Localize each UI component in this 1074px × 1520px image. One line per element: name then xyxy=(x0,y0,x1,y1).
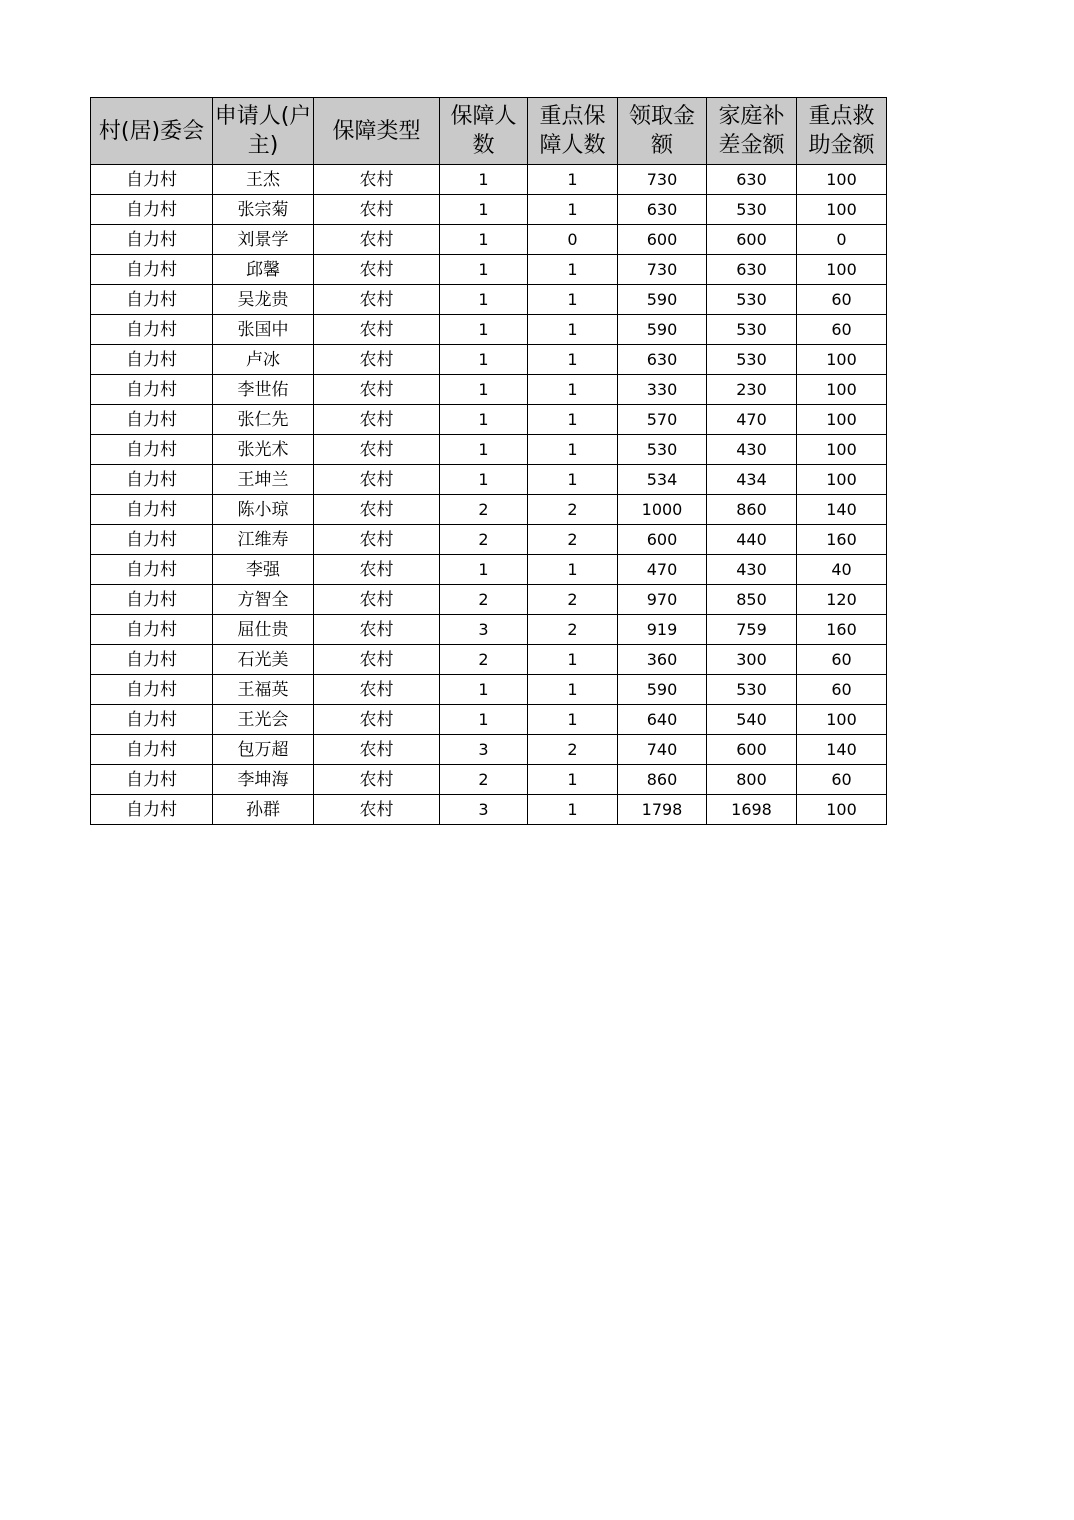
support-type-cell: 农村 xyxy=(314,735,440,765)
village-cell: 自力村 xyxy=(91,195,213,225)
key-relief-cell: 100 xyxy=(797,195,887,225)
received-amount-cell: 730 xyxy=(618,255,707,285)
received-amount-cell: 530 xyxy=(618,435,707,465)
key-relief-cell: 100 xyxy=(797,435,887,465)
support-type-cell: 农村 xyxy=(314,345,440,375)
key-support-count-cell: 1 xyxy=(528,195,618,225)
assistance-table xyxy=(90,97,887,825)
village-cell: 自力村 xyxy=(91,375,213,405)
applicant-cell: 王坤兰 xyxy=(213,465,314,495)
support-count-cell: 1 xyxy=(440,375,528,405)
support-count-cell: 3 xyxy=(440,615,528,645)
village-cell: 自力村 xyxy=(91,465,213,495)
received-amount-cell: 600 xyxy=(618,525,707,555)
family-difference-cell: 759 xyxy=(707,615,797,645)
support-type-cell: 农村 xyxy=(314,585,440,615)
family-difference-cell: 300 xyxy=(707,645,797,675)
key-support-count-cell: 1 xyxy=(528,375,618,405)
village-cell: 自力村 xyxy=(91,705,213,735)
table-row xyxy=(91,255,887,285)
key-support-count-cell: 1 xyxy=(528,675,618,705)
village-cell: 自力村 xyxy=(91,795,213,825)
header-support-type: 保障类型 xyxy=(314,98,440,165)
family-difference-cell: 540 xyxy=(707,705,797,735)
table-row xyxy=(91,705,887,735)
key-support-count-cell: 1 xyxy=(528,165,618,195)
support-count-cell: 3 xyxy=(440,735,528,765)
header-key-relief-amount: 重点救助金额 xyxy=(797,98,887,165)
family-difference-cell: 530 xyxy=(707,345,797,375)
family-difference-cell: 600 xyxy=(707,735,797,765)
applicant-cell: 吴龙贵 xyxy=(213,285,314,315)
received-amount-cell: 630 xyxy=(618,195,707,225)
table-row xyxy=(91,525,887,555)
support-type-cell: 农村 xyxy=(314,225,440,255)
applicant-cell: 李坤海 xyxy=(213,765,314,795)
key-relief-cell: 100 xyxy=(797,345,887,375)
support-count-cell: 2 xyxy=(440,765,528,795)
family-difference-cell: 800 xyxy=(707,765,797,795)
table-row xyxy=(91,405,887,435)
received-amount-cell: 1000 xyxy=(618,495,707,525)
support-type-cell: 农村 xyxy=(314,495,440,525)
key-support-count-cell: 1 xyxy=(528,705,618,735)
table-header xyxy=(91,98,887,165)
applicant-cell: 卢冰 xyxy=(213,345,314,375)
key-support-count-cell: 1 xyxy=(528,315,618,345)
header-row xyxy=(91,98,887,165)
village-cell: 自力村 xyxy=(91,495,213,525)
received-amount-cell: 534 xyxy=(618,465,707,495)
key-relief-cell: 120 xyxy=(797,585,887,615)
applicant-cell: 王福英 xyxy=(213,675,314,705)
applicant-cell: 张宗菊 xyxy=(213,195,314,225)
received-amount-cell: 919 xyxy=(618,615,707,645)
village-cell: 自力村 xyxy=(91,405,213,435)
support-count-cell: 1 xyxy=(440,255,528,285)
received-amount-cell: 640 xyxy=(618,705,707,735)
assistance-table-container xyxy=(90,97,887,825)
received-amount-cell: 970 xyxy=(618,585,707,615)
village-cell: 自力村 xyxy=(91,165,213,195)
key-relief-cell: 100 xyxy=(797,705,887,735)
support-count-cell: 1 xyxy=(440,195,528,225)
support-type-cell: 农村 xyxy=(314,255,440,285)
support-type-cell: 农村 xyxy=(314,525,440,555)
family-difference-cell: 860 xyxy=(707,495,797,525)
support-count-cell: 1 xyxy=(440,165,528,195)
village-cell: 自力村 xyxy=(91,285,213,315)
applicant-cell: 张国中 xyxy=(213,315,314,345)
applicant-cell: 石光美 xyxy=(213,645,314,675)
village-cell: 自力村 xyxy=(91,345,213,375)
received-amount-cell: 590 xyxy=(618,315,707,345)
header-family-difference-amount: 家庭补差金额 xyxy=(707,98,797,165)
key-relief-cell: 60 xyxy=(797,315,887,345)
family-difference-cell: 430 xyxy=(707,555,797,585)
received-amount-cell: 360 xyxy=(618,645,707,675)
family-difference-cell: 470 xyxy=(707,405,797,435)
support-count-cell: 1 xyxy=(440,705,528,735)
support-type-cell: 农村 xyxy=(314,645,440,675)
table-row xyxy=(91,555,887,585)
support-count-cell: 1 xyxy=(440,225,528,255)
support-type-cell: 农村 xyxy=(314,555,440,585)
key-relief-cell: 160 xyxy=(797,525,887,555)
received-amount-cell: 730 xyxy=(618,165,707,195)
table-row xyxy=(91,645,887,675)
table-row xyxy=(91,615,887,645)
applicant-cell: 王光会 xyxy=(213,705,314,735)
family-difference-cell: 434 xyxy=(707,465,797,495)
family-difference-cell: 600 xyxy=(707,225,797,255)
key-support-count-cell: 1 xyxy=(528,285,618,315)
applicant-cell: 李世佑 xyxy=(213,375,314,405)
family-difference-cell: 530 xyxy=(707,195,797,225)
village-cell: 自力村 xyxy=(91,435,213,465)
table-row xyxy=(91,465,887,495)
key-support-count-cell: 1 xyxy=(528,405,618,435)
key-support-count-cell: 2 xyxy=(528,735,618,765)
support-type-cell: 农村 xyxy=(314,615,440,645)
received-amount-cell: 570 xyxy=(618,405,707,435)
applicant-cell: 包万超 xyxy=(213,735,314,765)
key-support-count-cell: 2 xyxy=(528,495,618,525)
family-difference-cell: 530 xyxy=(707,675,797,705)
applicant-cell: 屈仕贵 xyxy=(213,615,314,645)
table-row xyxy=(91,675,887,705)
table-row xyxy=(91,435,887,465)
support-count-cell: 1 xyxy=(440,285,528,315)
key-support-count-cell: 1 xyxy=(528,465,618,495)
village-cell: 自力村 xyxy=(91,585,213,615)
support-type-cell: 农村 xyxy=(314,405,440,435)
support-count-cell: 1 xyxy=(440,675,528,705)
header-support-count: 保障人数 xyxy=(440,98,528,165)
village-cell: 自力村 xyxy=(91,615,213,645)
table-row xyxy=(91,495,887,525)
table-row xyxy=(91,735,887,765)
village-cell: 自力村 xyxy=(91,765,213,795)
village-cell: 自力村 xyxy=(91,525,213,555)
key-support-count-cell: 1 xyxy=(528,435,618,465)
family-difference-cell: 630 xyxy=(707,165,797,195)
key-support-count-cell: 0 xyxy=(528,225,618,255)
key-relief-cell: 40 xyxy=(797,555,887,585)
table-row xyxy=(91,285,887,315)
key-relief-cell: 60 xyxy=(797,645,887,675)
table-row xyxy=(91,375,887,405)
key-relief-cell: 140 xyxy=(797,735,887,765)
key-support-count-cell: 2 xyxy=(528,585,618,615)
family-difference-cell: 630 xyxy=(707,255,797,285)
applicant-cell: 江维寿 xyxy=(213,525,314,555)
header-village-committee: 村(居)委会 xyxy=(91,98,213,165)
support-type-cell: 农村 xyxy=(314,675,440,705)
support-type-cell: 农村 xyxy=(314,195,440,225)
key-relief-cell: 60 xyxy=(797,285,887,315)
key-relief-cell: 160 xyxy=(797,615,887,645)
table-body xyxy=(91,165,887,825)
applicant-cell: 张仁先 xyxy=(213,405,314,435)
support-count-cell: 1 xyxy=(440,555,528,585)
family-difference-cell: 530 xyxy=(707,315,797,345)
table-row xyxy=(91,795,887,825)
key-relief-cell: 0 xyxy=(797,225,887,255)
applicant-cell: 刘景学 xyxy=(213,225,314,255)
support-count-cell: 1 xyxy=(440,405,528,435)
support-type-cell: 农村 xyxy=(314,465,440,495)
key-relief-cell: 100 xyxy=(797,255,887,285)
key-relief-cell: 100 xyxy=(797,795,887,825)
family-difference-cell: 440 xyxy=(707,525,797,555)
key-relief-cell: 100 xyxy=(797,405,887,435)
support-count-cell: 3 xyxy=(440,795,528,825)
village-cell: 自力村 xyxy=(91,645,213,675)
village-cell: 自力村 xyxy=(91,555,213,585)
support-count-cell: 2 xyxy=(440,525,528,555)
key-relief-cell: 100 xyxy=(797,165,887,195)
family-difference-cell: 230 xyxy=(707,375,797,405)
village-cell: 自力村 xyxy=(91,675,213,705)
table-row xyxy=(91,165,887,195)
key-support-count-cell: 1 xyxy=(528,645,618,675)
received-amount-cell: 590 xyxy=(618,675,707,705)
family-difference-cell: 1698 xyxy=(707,795,797,825)
support-count-cell: 1 xyxy=(440,465,528,495)
key-support-count-cell: 1 xyxy=(528,345,618,375)
header-key-support-count: 重点保障人数 xyxy=(528,98,618,165)
village-cell: 自力村 xyxy=(91,225,213,255)
table-row xyxy=(91,195,887,225)
village-cell: 自力村 xyxy=(91,255,213,285)
key-relief-cell: 140 xyxy=(797,495,887,525)
key-relief-cell: 60 xyxy=(797,675,887,705)
key-relief-cell: 100 xyxy=(797,465,887,495)
applicant-cell: 方智全 xyxy=(213,585,314,615)
key-support-count-cell: 1 xyxy=(528,555,618,585)
table-row xyxy=(91,315,887,345)
applicant-cell: 陈小琼 xyxy=(213,495,314,525)
support-type-cell: 农村 xyxy=(314,705,440,735)
received-amount-cell: 1798 xyxy=(618,795,707,825)
applicant-cell: 邱馨 xyxy=(213,255,314,285)
key-support-count-cell: 1 xyxy=(528,795,618,825)
family-difference-cell: 430 xyxy=(707,435,797,465)
support-count-cell: 2 xyxy=(440,645,528,675)
table-row xyxy=(91,345,887,375)
applicant-cell: 张光术 xyxy=(213,435,314,465)
table-row xyxy=(91,765,887,795)
village-cell: 自力村 xyxy=(91,315,213,345)
support-type-cell: 农村 xyxy=(314,165,440,195)
key-relief-cell: 100 xyxy=(797,375,887,405)
received-amount-cell: 600 xyxy=(618,225,707,255)
table-row xyxy=(91,225,887,255)
received-amount-cell: 630 xyxy=(618,345,707,375)
received-amount-cell: 590 xyxy=(618,285,707,315)
key-support-count-cell: 1 xyxy=(528,255,618,285)
support-type-cell: 农村 xyxy=(314,435,440,465)
support-type-cell: 农村 xyxy=(314,375,440,405)
applicant-cell: 王杰 xyxy=(213,165,314,195)
applicant-cell: 李强 xyxy=(213,555,314,585)
header-received-amount: 领取金额 xyxy=(618,98,707,165)
family-difference-cell: 850 xyxy=(707,585,797,615)
village-cell: 自力村 xyxy=(91,735,213,765)
key-relief-cell: 60 xyxy=(797,765,887,795)
table-row xyxy=(91,585,887,615)
received-amount-cell: 470 xyxy=(618,555,707,585)
received-amount-cell: 740 xyxy=(618,735,707,765)
support-count-cell: 2 xyxy=(440,585,528,615)
received-amount-cell: 860 xyxy=(618,765,707,795)
support-count-cell: 2 xyxy=(440,495,528,525)
support-type-cell: 农村 xyxy=(314,765,440,795)
support-count-cell: 1 xyxy=(440,435,528,465)
support-count-cell: 1 xyxy=(440,315,528,345)
key-support-count-cell: 2 xyxy=(528,615,618,645)
key-support-count-cell: 1 xyxy=(528,765,618,795)
key-support-count-cell: 2 xyxy=(528,525,618,555)
received-amount-cell: 330 xyxy=(618,375,707,405)
support-type-cell: 农村 xyxy=(314,795,440,825)
support-type-cell: 农村 xyxy=(314,285,440,315)
support-type-cell: 农村 xyxy=(314,315,440,345)
header-applicant: 申请人(户主) xyxy=(213,98,314,165)
applicant-cell: 孙群 xyxy=(213,795,314,825)
support-count-cell: 1 xyxy=(440,345,528,375)
family-difference-cell: 530 xyxy=(707,285,797,315)
